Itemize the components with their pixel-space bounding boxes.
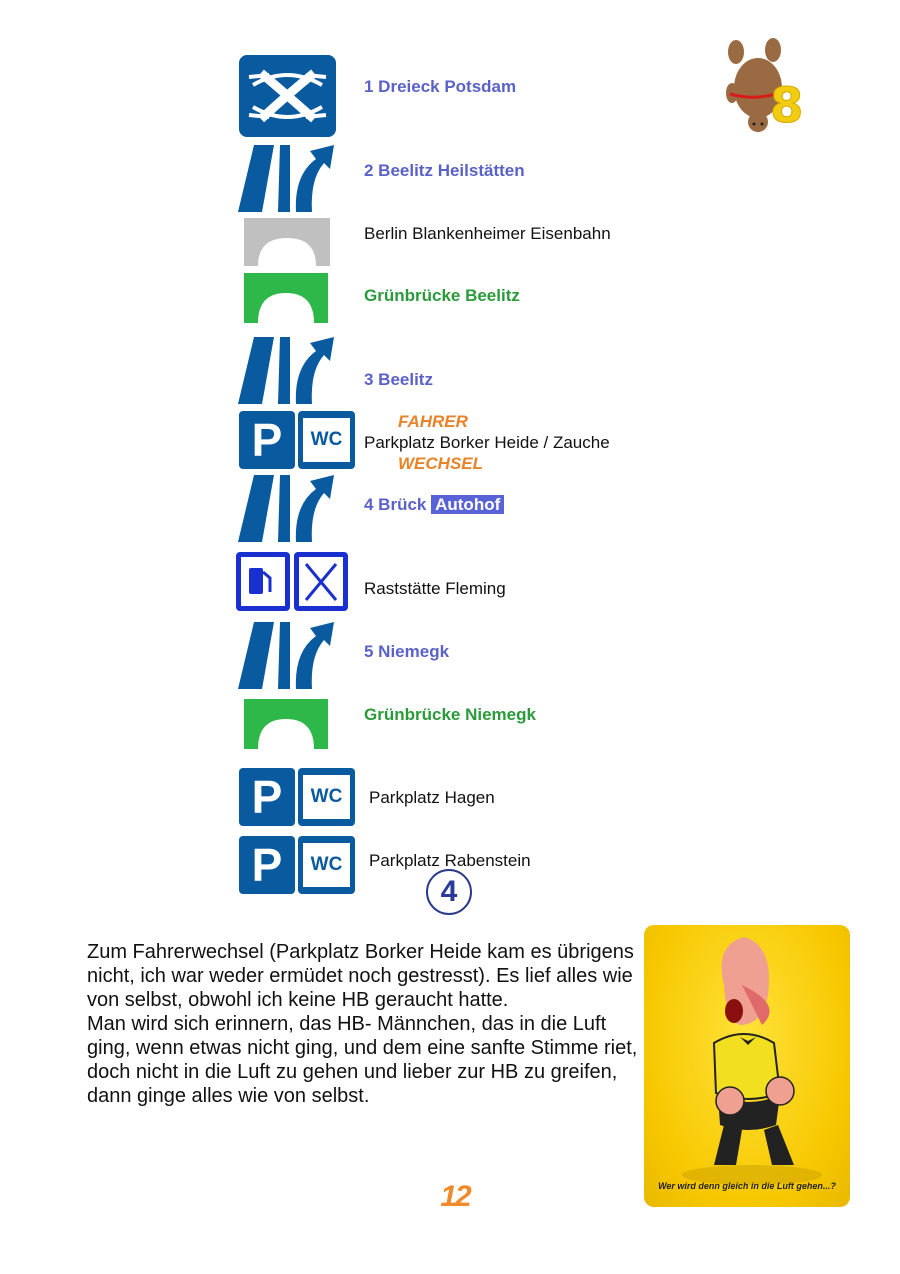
motorway-exit-icon bbox=[238, 475, 334, 547]
bear-logo bbox=[718, 38, 818, 133]
motorway-exit-icon bbox=[238, 622, 334, 694]
parking-sign: P bbox=[239, 411, 295, 469]
route-label: 2 Beelitz Heilstätten bbox=[364, 161, 525, 180]
route-label bbox=[364, 495, 504, 515]
driver-change-bottom: WECHSEL bbox=[398, 454, 483, 473]
route-label: 5 Niemegk bbox=[364, 642, 450, 661]
route-label: Parkplatz Borker Heide / Zauche bbox=[364, 433, 610, 452]
parking-wc-icon bbox=[239, 411, 357, 469]
route-label: Berlin Blankenheimer Eisenbahn bbox=[364, 224, 611, 243]
parking-sign: P bbox=[239, 836, 295, 894]
parking-wc-icon bbox=[239, 768, 357, 826]
motorway-exit-icon bbox=[238, 337, 334, 409]
route-label: 3 Beelitz bbox=[364, 370, 433, 389]
railway-bridge-icon bbox=[244, 218, 330, 271]
route-label: 1 Dreieck Potsdam bbox=[364, 77, 517, 96]
driver-change-top: FAHRER bbox=[398, 412, 468, 431]
wc-sign: WC bbox=[298, 836, 355, 894]
motorway-junction-icon bbox=[239, 55, 336, 142]
body-text bbox=[87, 940, 647, 1108]
parking-wc-icon bbox=[239, 836, 357, 894]
green-bridge-icon bbox=[244, 273, 328, 328]
motorway-exit-icon bbox=[238, 145, 334, 217]
route-label: Parkplatz Rabenstein bbox=[369, 851, 531, 870]
fuel-pump-icon bbox=[249, 568, 263, 594]
route-label: Parkplatz Hagen bbox=[369, 788, 495, 807]
paragraph: Man wird sich erinnern, das HB- Männchen, das in die Luft ging, wenn etwas nicht ging, und dem eine sanfte Stimme riet, doch nicht in die Luft zu gehen und lieber zur HB zu greifen, dann ginge alles wie von selbst. bbox=[87, 1013, 638, 1107]
cartoon-caption: Wer wird denn gleich in die Luft gehen...? bbox=[658, 1181, 836, 1191]
wc-sign: WC bbox=[298, 411, 355, 469]
wc-sign: WC bbox=[298, 768, 355, 826]
logo-number: 8 bbox=[770, 78, 804, 134]
hb-cartoon-image bbox=[644, 925, 850, 1207]
route-label-text: 4 Brück bbox=[364, 495, 427, 514]
route-label: Raststätte Fleming bbox=[364, 579, 506, 598]
paragraph: Zum Fahrerwechsel (Parkplatz Borker Heide kam es übrigens nicht, ich war weder ermüdet noch gestresst). Es lief alles wie von selbst, obwohl ich keine HB geraucht hatte. bbox=[87, 941, 634, 1011]
hb-man-icon bbox=[644, 925, 850, 1207]
service-area-icon bbox=[236, 552, 348, 616]
route-label: Grünbrücke Niemegk bbox=[364, 705, 536, 724]
route-number-circle: 4 bbox=[426, 869, 472, 915]
autohof-badge: Autohof bbox=[431, 495, 504, 514]
green-bridge-icon bbox=[244, 699, 328, 754]
parking-sign: P bbox=[239, 768, 295, 826]
page-number: 12 bbox=[440, 1180, 470, 1213]
route-label: Grünbrücke Beelitz bbox=[364, 286, 520, 305]
